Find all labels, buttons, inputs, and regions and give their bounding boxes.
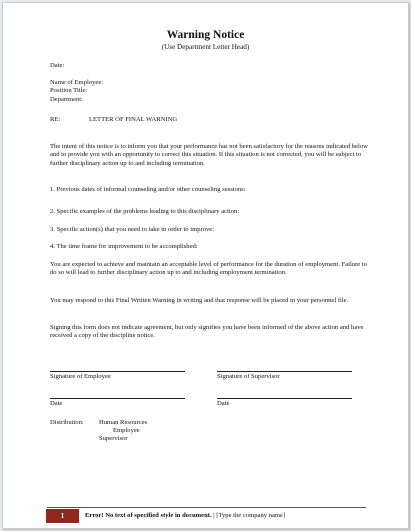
signing-note-paragraph: Signing this form does not indicate agreement, but only signifies you have been informed of the above action and have received a copy of the discipline notice.	[50, 324, 364, 340]
document-title: Warning Notice	[166, 29, 245, 41]
document-page	[2, 2, 409, 529]
employee-date-label: Date	[50, 400, 63, 407]
distribution-list	[99, 419, 147, 444]
position-title-field: Position Title:	[50, 87, 88, 94]
page-number-box: 1	[46, 509, 79, 523]
list-item: 1. Previous dates of informal counseling and/or other counseling sessions:	[50, 186, 246, 193]
intro-paragraph: The intent of this notice is to inform you that your performance has not been satisfactory for the reasons indicated below and to provide you with an opportunity to correct this situation. If this situation is not corrected, you will be subject to further disciplinary action up to and including termination.	[50, 143, 368, 167]
distribution-label: Distribution:	[50, 419, 84, 426]
footer-text	[85, 512, 285, 519]
footer-separator: |	[211, 512, 217, 519]
re-subject: LETTER OF FINAL WARNING	[89, 116, 178, 123]
response-paragraph: You may respond to this Final Written Warning in writing and that response will be placed in your personnel file.	[50, 297, 349, 304]
distribution-recipient: Supervisor	[99, 435, 128, 443]
re-label: RE:	[50, 116, 61, 123]
document-subtitle: (Use Department Letter Head)	[161, 43, 250, 51]
footer-rule	[47, 507, 366, 508]
department-field: Department:	[50, 96, 83, 103]
list-item: 3. Specific action(s) that you need to take in order to improve:	[50, 226, 215, 233]
employee-date-line	[50, 398, 185, 399]
footer-company-placeholder[interactable]: [Type the company name]	[216, 512, 286, 519]
employee-signature-line	[50, 371, 185, 372]
employee-signature-label: Signature of Employee	[50, 373, 111, 380]
expectation-paragraph: You are expected to achieve and maintain an acceptable level of performance for the duration of employment. Failure to do so will lead to further disciplinary action up to and including employment termination.	[50, 261, 367, 277]
supervisor-signature-line	[217, 371, 352, 372]
distribution-recipient: Human Resources	[99, 419, 148, 426]
supervisor-date-label: Date	[217, 400, 230, 407]
employee-name-field: Name of Employee:	[50, 79, 104, 86]
supervisor-signature-label: Signature of Supervisor	[217, 373, 280, 380]
distribution-recipient: Employee	[113, 427, 140, 435]
date-field: Date:	[50, 62, 65, 69]
list-item: 2. Specific examples of the problems leading to this disciplinary action:	[50, 208, 240, 215]
footer-error-text: Error! No text of specified style in document.	[85, 512, 212, 519]
supervisor-date-line	[217, 398, 352, 399]
list-item: 4. The time frame for improvement to be accomplished:	[50, 243, 198, 250]
